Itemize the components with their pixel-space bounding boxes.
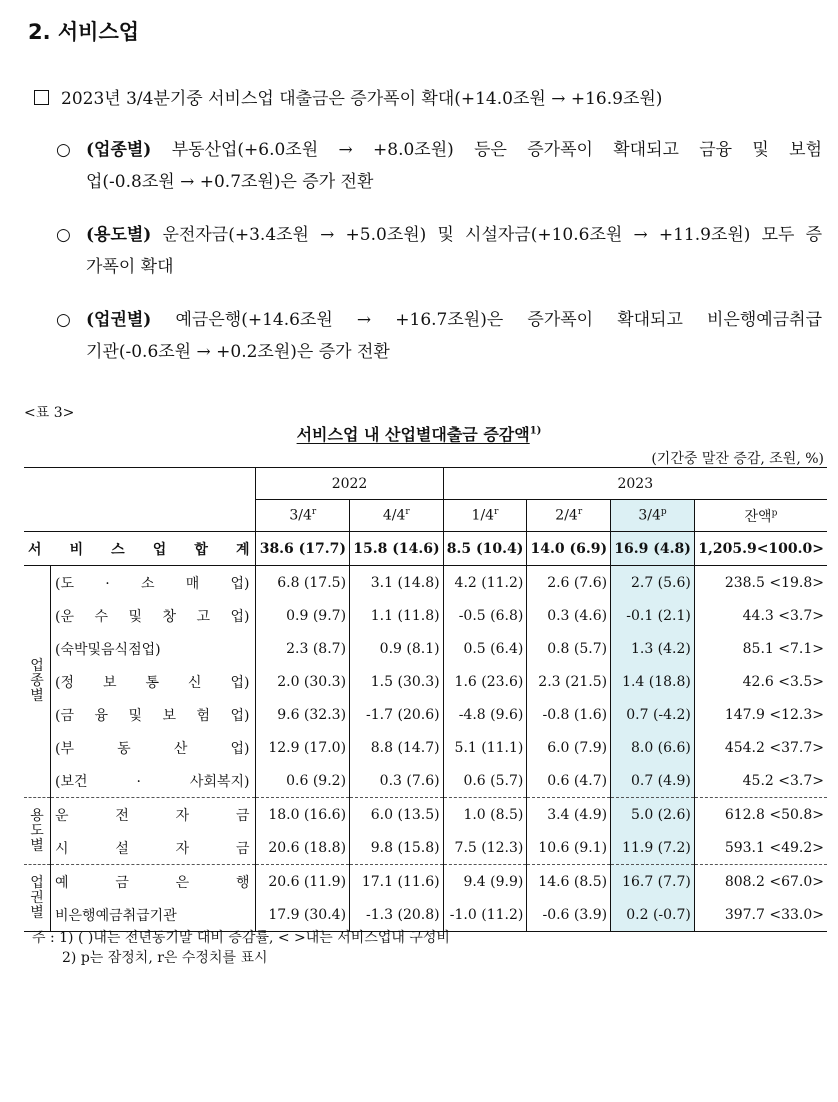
row-label: 비은행예금취급기관	[51, 898, 256, 932]
table-cell: 44.3 <3.7>	[742, 607, 824, 624]
note-1: 주 : 1) ( )내는 전년동기말 대비 증감률, < >내는 서비스업내 구성비	[32, 930, 450, 946]
header-year: 2023	[443, 468, 827, 500]
table-cell: 8.0 (6.6)	[611, 731, 695, 764]
header-year: 2022	[256, 468, 443, 500]
bullet-line1: 예금은행(+14.6조원 → +16.7조원)은 증가폭이 확대되고 비은행예금취급	[175, 310, 822, 330]
table-cell: -1.7 (20.6)	[350, 698, 444, 731]
loan-table	[24, 467, 827, 932]
table-cell: 11.9 (7.2)	[611, 831, 695, 865]
table-cell: 9.4 (9.9)	[443, 865, 527, 899]
note-2: 2) p는 잠정치, r은 수정치를 표시	[62, 950, 268, 966]
row-label: (금 융 및 보 험 업)	[51, 698, 256, 731]
checkbox-square-icon	[34, 90, 49, 105]
row-label: (운 수 및 창 고 업)	[51, 599, 256, 632]
bullet-lead: (용도별)	[86, 225, 152, 245]
row-label: 예 금 은 행	[51, 865, 256, 899]
table-cell: 0.7 (4.9)	[611, 764, 695, 798]
table-cell: 1.1 (11.8)	[350, 599, 444, 632]
table-cell: 147.9 <12.3>	[724, 706, 824, 723]
header-quarter: 4/4$^r$	[350, 500, 444, 532]
table-cell: 12.9 (17.0)	[256, 731, 350, 764]
table-cell: 2.0 (30.3)	[256, 665, 350, 698]
table-cell: 20.6 (11.9)	[256, 865, 350, 899]
table-cell: 2.7 (5.6)	[611, 566, 695, 600]
table-cell: 3.1 (14.8)	[350, 566, 444, 600]
table-cell: 45.2 <3.7>	[742, 772, 824, 789]
table-cell: 0.6 (5.7)	[443, 764, 527, 798]
table-cell: 0.9 (9.7)	[256, 599, 350, 632]
table-cell: 593.1 <49.2>	[724, 839, 824, 856]
summary-text: 2023년 3/4분기중 서비스업 대출금은 증가폭이 확대(+14.0조원 → +16.9조원)	[61, 89, 663, 109]
row-label: 운 전 자 금	[51, 798, 256, 832]
total-cell: 15.8 (14.6)	[350, 532, 444, 566]
row-label: 시 설 자 금	[51, 831, 256, 865]
table-cell: 0.5 (6.4)	[443, 632, 527, 665]
section-heading: 2. 서비스업	[28, 20, 140, 44]
table-cell: 17.9 (30.4)	[256, 898, 350, 932]
total-row-label: 서 비 스 업 합 계	[24, 532, 256, 566]
table-cell: 612.8 <50.8>	[694, 798, 827, 832]
header-quarter: 3/4$^r$	[256, 500, 350, 532]
table-cell: 85.1 <7.1>	[742, 640, 824, 657]
circle-bullet-icon: ○	[56, 310, 71, 330]
group-label: 업 권 별	[24, 865, 51, 932]
total-cell: 14.0 (6.9)	[527, 532, 611, 566]
table-cell: 0.2 (-0.7)	[611, 898, 695, 932]
table-cell: 2.3 (21.5)	[527, 665, 611, 698]
table-cell: 1.6 (23.6)	[443, 665, 527, 698]
table-unit: (기간중 말잔 증감, 조원, %)	[651, 451, 824, 467]
header-quarter: 잔액$^p$	[744, 507, 778, 525]
table-cell: 16.7 (7.7)	[611, 865, 695, 899]
table-cell: -0.1 (2.1)	[611, 599, 695, 632]
total-cell: 38.6 (17.7)	[256, 532, 350, 566]
row-label: (숙박및음식점업)	[51, 632, 256, 665]
table-cell: 5.0 (2.6)	[611, 798, 695, 832]
table-cell: -0.5 (6.8)	[443, 599, 527, 632]
table-title: 서비스업 내 산업별대출금 증감액$^{1)}$	[296, 425, 542, 444]
circle-bullet-icon: ○	[56, 140, 71, 160]
group-label: 용 도 별	[24, 798, 51, 865]
total-cell: 8.5 (10.4)	[443, 532, 527, 566]
table-cell: 3.4 (4.9)	[527, 798, 611, 832]
table-cell: 0.6 (4.7)	[527, 764, 611, 798]
table-cell: 238.5 <19.8>	[724, 574, 824, 591]
table-cell: 20.6 (18.8)	[256, 831, 350, 865]
table-cell: 0.7 (-4.2)	[611, 698, 695, 731]
table-cell: 397.7 <33.0>	[724, 906, 824, 923]
table-cell: 9.6 (32.3)	[256, 698, 350, 731]
table-cell: 0.3 (7.6)	[350, 764, 444, 798]
table-cell: 1.5 (30.3)	[350, 665, 444, 698]
table-cell: 7.5 (12.3)	[443, 831, 527, 865]
table-cell: 6.0 (13.5)	[350, 798, 444, 832]
table-cell: 0.8 (5.7)	[527, 632, 611, 665]
table-cell: 8.8 (14.7)	[350, 731, 444, 764]
table-cell: -0.6 (3.9)	[527, 898, 611, 932]
row-label: (보건 · 사회복지)	[51, 764, 256, 798]
table-cell: 2.6 (7.6)	[527, 566, 611, 600]
header-quarter: 2/4$^r$	[527, 500, 611, 532]
table-cell: -1.0 (11.2)	[443, 898, 527, 932]
table-cell: 808.2 <67.0>	[694, 865, 827, 899]
row-label: (정 보 통 신 업)	[51, 665, 256, 698]
table-cell: 17.1 (11.6)	[350, 865, 444, 899]
table-cell: 1.0 (8.5)	[443, 798, 527, 832]
table-cell: 0.6 (9.2)	[256, 764, 350, 798]
table-cell: 0.9 (8.1)	[350, 632, 444, 665]
table-cell: -1.3 (20.8)	[350, 898, 444, 932]
bullet-lead: (업종별)	[86, 140, 152, 160]
table-cell: 4.2 (11.2)	[443, 566, 527, 600]
group-label: 업 종 별	[24, 566, 51, 798]
bullet-lead: (업권별)	[86, 310, 152, 330]
bullet-line1: 부동산업(+6.0조원 → +8.0조원) 등은 증가폭이 확대되고 금융 및 보험	[171, 140, 822, 160]
table-cell: 10.6 (9.1)	[527, 831, 611, 865]
row-label: (도 · 소 매 업)	[51, 566, 256, 600]
table-cell: 454.2 <37.7>	[724, 739, 824, 756]
table-cell: 2.3 (8.7)	[256, 632, 350, 665]
table-cell: 6.8 (17.5)	[256, 566, 350, 600]
bullet-line2: 기관(-0.6조원 → +0.2조원)은 증가 전환	[86, 342, 390, 362]
table-notes	[32, 928, 450, 968]
table-cell: -0.8 (1.6)	[527, 698, 611, 731]
bullet-line1: 운전자금(+3.4조원 → +5.0조원) 및 시설자금(+10.6조원 → +11.9조원) 모두 증	[162, 225, 822, 245]
bullet-sector	[52, 304, 822, 368]
table-cell: 1.3 (4.2)	[611, 632, 695, 665]
summary-line	[34, 84, 662, 109]
table-cell: 5.1 (11.1)	[443, 731, 527, 764]
total-cell: 16.9 (4.8)	[611, 532, 695, 566]
header-quarter: 3/4$^p$	[611, 500, 695, 532]
total-cell: 1,205.9<100.0>	[694, 532, 827, 566]
table-cell: 0.3 (4.6)	[527, 599, 611, 632]
table-cell: 1.4 (18.8)	[611, 665, 695, 698]
bullet-line2: 가폭이 확대	[86, 257, 174, 277]
table-cell: 14.6 (8.5)	[527, 865, 611, 899]
circle-bullet-icon: ○	[56, 225, 71, 245]
table-label: <표 3>	[24, 405, 75, 421]
header-quarter: 1/4$^r$	[443, 500, 527, 532]
bullet-usage	[52, 219, 822, 283]
table-cell: 42.6 <3.5>	[742, 673, 824, 690]
bullet-industry	[52, 134, 822, 198]
bullet-line2: 업(-0.8조원 → +0.7조원)은 증가 전환	[86, 172, 374, 192]
table-cell: -4.8 (9.6)	[443, 698, 527, 731]
table-cell: 6.0 (7.9)	[527, 731, 611, 764]
header-blank	[24, 468, 256, 532]
table-cell: 9.8 (15.8)	[350, 831, 444, 865]
row-label: (부 동 산 업)	[51, 731, 256, 764]
table-cell: 18.0 (16.6)	[256, 798, 350, 832]
